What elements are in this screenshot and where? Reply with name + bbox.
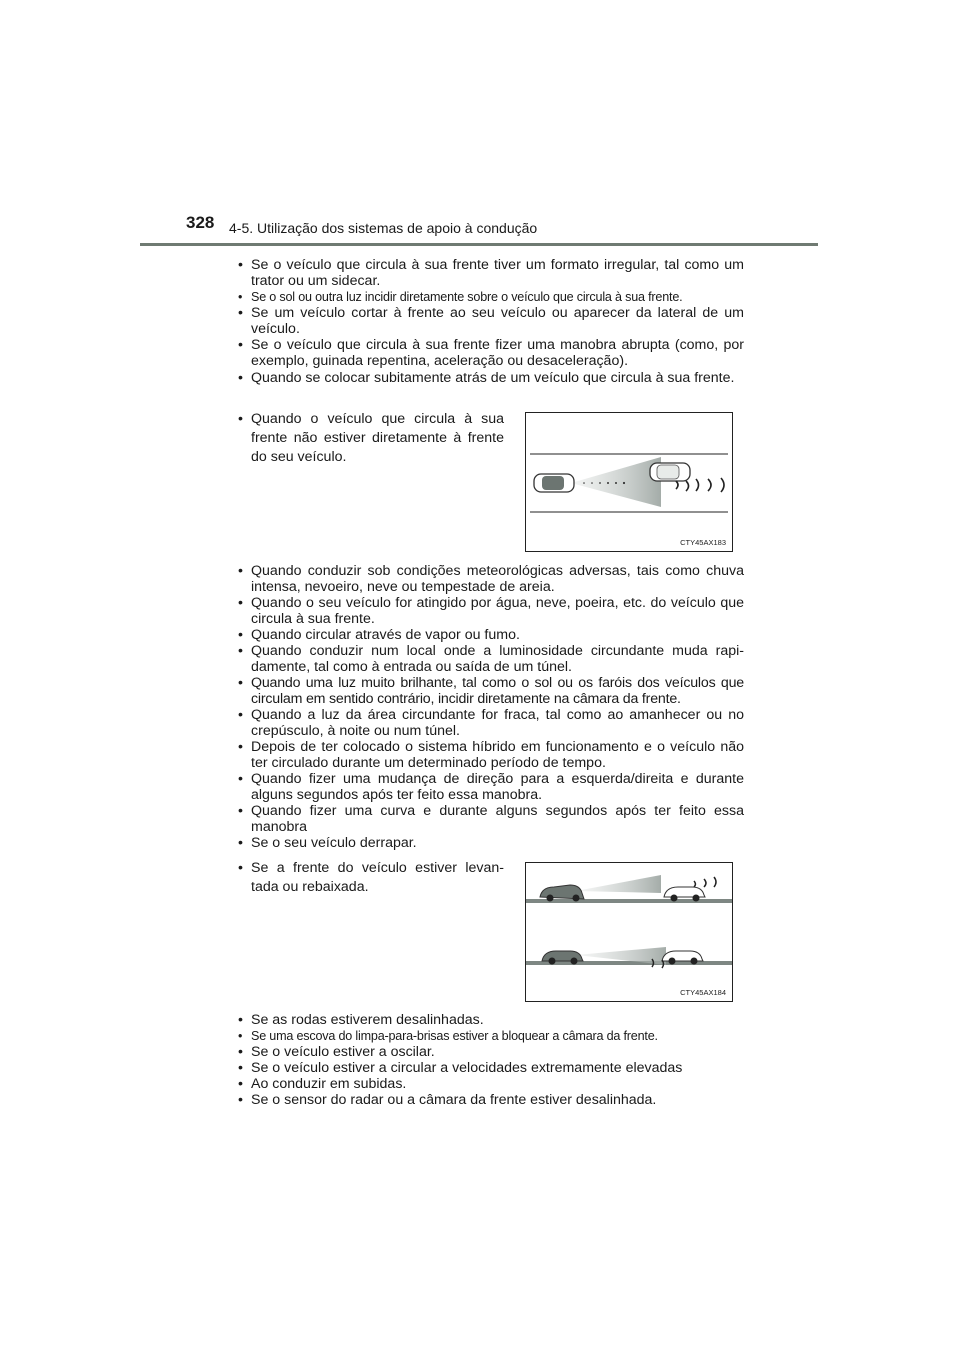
list-item: • Quando o veículo que circula à sua frente não estiver diretamente à frente do seu veículo.	[236, 410, 504, 467]
list-item: • Se um veículo cortar à frente ao seu veículo ou aparecer da lateral de um veículo.	[236, 305, 744, 337]
list-item: • Quando uma luz muito brilhante, tal como o sol ou os faróis dos veículos que circulam em sentido contrário, incidir diretamente na câmara da frente.	[236, 675, 744, 707]
list-item: • Se o veículo estiver a circular a velocidades extremamente elevadas	[236, 1060, 744, 1076]
list-item: • Ao conduzir em subidas.	[236, 1076, 744, 1092]
list-item: • Se uma escova do limpa-para-brisas estiver a bloquear a câmara da frente.	[236, 1028, 744, 1044]
list-item: • Quando o seu veículo for atingido por água, neve, poeira, etc. do veículo que circula à sua frente.	[236, 595, 744, 627]
header-divider	[140, 243, 818, 246]
bullet-list-conditions-1	[236, 257, 744, 388]
list-item: • Se as rodas estiverem desalinhadas.	[236, 1012, 744, 1028]
list-item: • Quando fizer uma mudança de direção para a esquerda/direita e durante alguns segundos após ter feito essa manobra.	[236, 771, 744, 803]
list-item: • Se a frente do veículo estiver levan-tada ou rebaixada.	[236, 859, 504, 897]
list-item: • Se o sensor do radar ou a câmara da frente estiver desalinhada.	[236, 1092, 744, 1108]
list-item: • Quando circular através de vapor ou fumo.	[236, 627, 744, 643]
figure-code: CTY45AX184	[680, 988, 726, 997]
figure-code: CTY45AX183	[680, 538, 726, 547]
list-item: • Quando conduzir num local onde a luminosidade circundante muda rapi-damente, tal como à entrada ou saída de um túnel.	[236, 643, 744, 675]
figure-vehicle-tilt	[525, 862, 733, 1002]
front-car-icon	[650, 463, 690, 481]
list-item: • Se o veículo que circula à sua frente tiver um formato irregular, tal como um trator ou um sidecar.	[236, 257, 744, 289]
bullet-list-offset-vehicle	[236, 410, 504, 467]
section-title: 4-5. Utilização dos sistemas de apoio à condução	[229, 220, 538, 236]
figure-offset-vehicle	[525, 412, 733, 552]
list-item: • Quando se colocar subitamente atrás de um veículo que circula à sua frente.	[236, 369, 744, 388]
bullet-list-vehicle-tilt	[236, 859, 504, 897]
radar-wave-icon	[694, 877, 716, 887]
list-item: • Se o sol ou outra luz incidir diretamente sobre o veículo que circula à sua frente.	[236, 289, 744, 305]
list-item: • Se o seu veículo derrapar.	[236, 835, 744, 851]
list-item: • Quando fizer uma curva e durante alguns segundos após ter feito essa manobra	[236, 803, 744, 835]
vehicle-tilt-illustration	[526, 863, 732, 1001]
own-car-icon	[534, 474, 574, 492]
page-number: 328	[186, 213, 215, 232]
offset-vehicle-illustration	[526, 413, 732, 551]
list-item: • Depois de ter colocado o sistema híbrido em funcionamento e o veículo não ter circulado durante um determinado período de tempo.	[236, 739, 744, 771]
list-item: • Quando a luz da área circundante for fraca, tal como ao amanhecer ou no crepúsculo, à noite ou num túnel.	[236, 707, 744, 739]
bullet-list-conditions-3	[236, 1012, 744, 1108]
bullet-list-conditions-2	[236, 563, 744, 851]
list-item: • Se o veículo que circula à sua frente fizer uma manobra abrupta (como, por exemplo, guinada repentina, aceleração ou desaceleração).	[236, 337, 744, 369]
list-item: • Quando conduzir sob condições meteorológicas adversas, tais como chuva intensa, nevoeiro, neve ou tempestade de areia.	[236, 563, 744, 595]
list-item: • Se o veículo estiver a oscilar.	[236, 1044, 744, 1060]
